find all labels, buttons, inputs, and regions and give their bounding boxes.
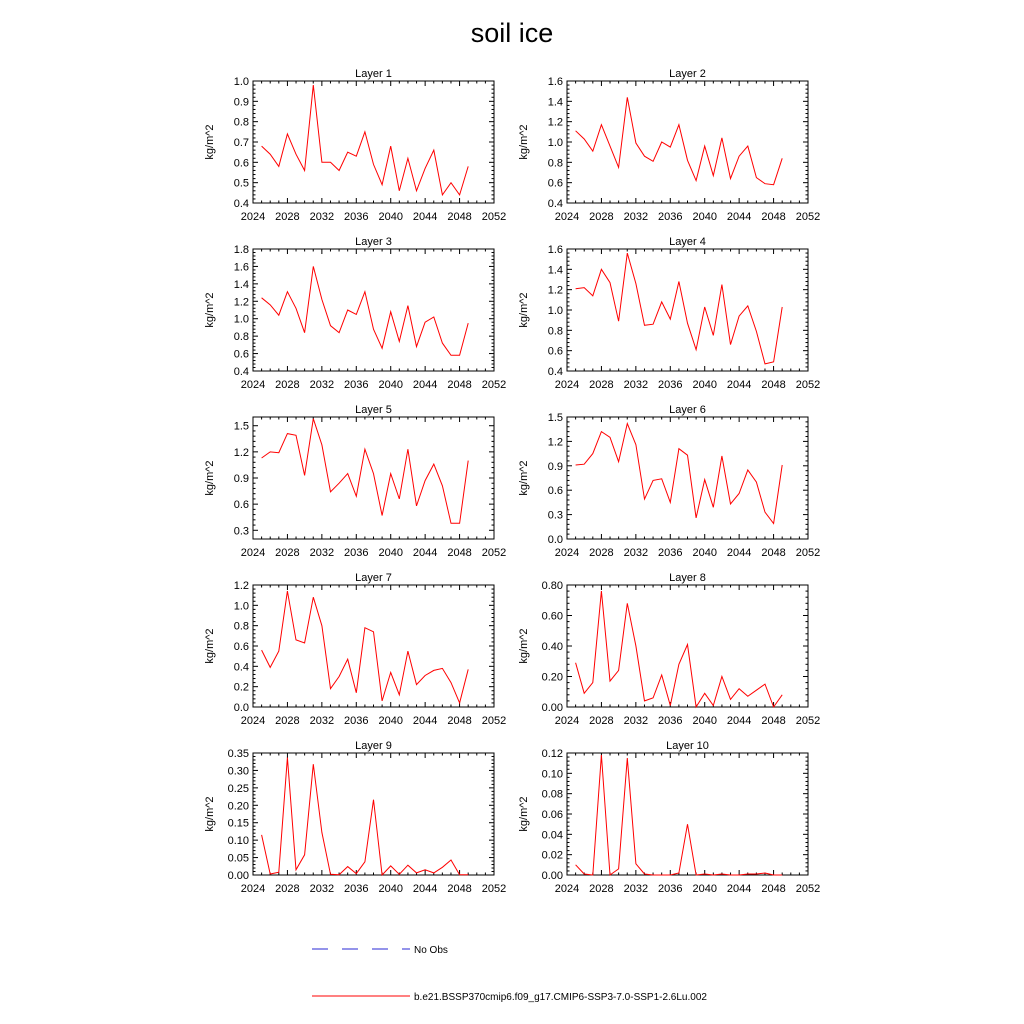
y-tick-label: 1.8 xyxy=(233,244,249,256)
x-tick-label: 2032 xyxy=(309,883,335,895)
x-tick-label: 2044 xyxy=(726,547,752,559)
x-tick-label: 2036 xyxy=(344,379,369,391)
y-tick-label: 1.2 xyxy=(547,436,563,449)
x-tick-label: 2048 xyxy=(761,211,786,223)
y-tick-label: 0.8 xyxy=(547,325,563,338)
y-tick-label: 0.9 xyxy=(233,473,249,485)
y-tick-label: 0.6 xyxy=(233,641,249,653)
y-tick-label: 0.3 xyxy=(233,525,249,538)
y-axis-label: kg/m^2 xyxy=(518,124,530,160)
x-tick-label: 2036 xyxy=(658,715,683,727)
panel-title: Layer 8 xyxy=(669,572,706,584)
y-tick-label: 0.00 xyxy=(541,702,563,714)
x-tick-label: 2024 xyxy=(554,547,580,559)
x-tick-label: 2032 xyxy=(623,547,649,559)
x-tick-label: 2036 xyxy=(658,211,683,223)
x-tick-label: 2036 xyxy=(344,715,369,727)
y-tick-label: 0.40 xyxy=(541,641,563,653)
x-tick-label: 2028 xyxy=(589,715,614,727)
panel-layer-6 xyxy=(518,404,820,559)
x-tick-label: 2032 xyxy=(623,379,649,391)
x-tick-label: 2036 xyxy=(658,379,683,391)
series-line xyxy=(262,758,469,876)
y-tick-label: 1.2 xyxy=(547,284,563,297)
y-axis-label: kg/m^2 xyxy=(204,460,216,496)
panel-title: Layer 5 xyxy=(355,404,392,416)
x-tick-label: 2024 xyxy=(240,883,266,895)
x-tick-label: 2052 xyxy=(481,547,507,559)
x-tick-label: 2048 xyxy=(761,715,786,727)
series-line xyxy=(262,85,469,195)
y-tick-label: 0.6 xyxy=(547,177,563,190)
y-axis-label: kg/m^2 xyxy=(518,292,530,328)
x-tick-label: 2032 xyxy=(623,715,649,727)
x-tick-label: 2048 xyxy=(761,883,786,895)
y-tick-label: 0.25 xyxy=(227,782,249,795)
x-tick-label: 2052 xyxy=(481,715,507,727)
x-tick-label: 2024 xyxy=(554,715,580,727)
x-tick-label: 2028 xyxy=(275,715,300,727)
x-tick-label: 2048 xyxy=(761,379,786,391)
panel-title: Layer 10 xyxy=(666,740,709,752)
y-tick-label: 0.02 xyxy=(541,849,563,862)
x-tick-label: 2048 xyxy=(761,547,786,559)
x-tick-label: 2048 xyxy=(447,547,472,559)
x-tick-label: 2024 xyxy=(554,883,580,895)
x-tick-label: 2032 xyxy=(309,547,335,559)
y-tick-label: 0.4 xyxy=(547,366,563,378)
y-tick-label: 0.6 xyxy=(233,348,249,361)
x-tick-label: 2024 xyxy=(240,715,266,727)
y-tick-label: 0.00 xyxy=(227,870,249,882)
y-tick-label: 0.5 xyxy=(233,177,249,190)
y-tick-label: 0.3 xyxy=(547,509,563,522)
y-axis-label: kg/m^2 xyxy=(518,628,530,664)
panel-layer-5 xyxy=(204,404,506,559)
x-tick-label: 2028 xyxy=(589,883,614,895)
x-tick-label: 2028 xyxy=(275,883,300,895)
y-tick-label: 1.4 xyxy=(547,264,563,277)
x-tick-label: 2040 xyxy=(692,547,717,559)
y-tick-label: 1.4 xyxy=(547,96,563,109)
x-tick-label: 2036 xyxy=(344,883,369,895)
y-tick-label: 1.2 xyxy=(233,580,249,592)
series-line xyxy=(576,424,783,524)
x-tick-label: 2048 xyxy=(447,883,472,895)
x-tick-label: 2044 xyxy=(726,715,752,727)
x-tick-label: 2028 xyxy=(275,211,300,223)
panel-layer-4 xyxy=(518,236,820,391)
x-tick-label: 2040 xyxy=(692,715,717,727)
x-tick-label: 2036 xyxy=(658,883,683,895)
y-tick-label: 0.7 xyxy=(233,137,249,149)
y-tick-label: 0.2 xyxy=(233,681,249,694)
panel-title: Layer 3 xyxy=(355,236,392,248)
y-tick-label: 1.6 xyxy=(547,244,563,256)
panel-layer-2 xyxy=(518,68,820,223)
x-tick-label: 2048 xyxy=(447,715,472,727)
series-line xyxy=(576,253,783,364)
x-tick-label: 2052 xyxy=(481,211,507,223)
y-tick-label: 0.4 xyxy=(233,198,249,210)
x-tick-label: 2040 xyxy=(692,211,717,223)
legend-obs-label: No Obs xyxy=(414,945,448,956)
y-tick-label: 0.4 xyxy=(233,661,249,674)
y-tick-label: 0.20 xyxy=(541,671,563,684)
y-tick-label: 0.15 xyxy=(227,817,249,830)
x-tick-label: 2052 xyxy=(795,547,821,559)
x-tick-label: 2040 xyxy=(692,379,717,391)
y-tick-label: 0.9 xyxy=(233,96,249,109)
y-tick-label: 1.5 xyxy=(547,412,563,424)
x-tick-label: 2028 xyxy=(589,379,614,391)
figure-title: soil ice xyxy=(470,18,554,48)
y-axis-label: kg/m^2 xyxy=(518,796,530,832)
x-tick-label: 2032 xyxy=(309,211,335,223)
panel-title: Layer 2 xyxy=(669,68,706,80)
y-axis-label: kg/m^2 xyxy=(518,460,530,496)
series-line xyxy=(576,755,783,875)
series-line xyxy=(262,419,469,524)
y-tick-label: 0.60 xyxy=(541,610,563,623)
plot-frame xyxy=(567,249,808,371)
x-tick-label: 2052 xyxy=(795,211,821,223)
x-tick-label: 2032 xyxy=(309,379,335,391)
x-tick-label: 2024 xyxy=(240,211,266,223)
y-tick-label: 0.4 xyxy=(233,366,249,378)
panel-title: Layer 6 xyxy=(669,404,706,416)
x-tick-label: 2044 xyxy=(412,715,438,727)
panel-title: Layer 9 xyxy=(355,740,392,752)
x-tick-label: 2040 xyxy=(378,883,403,895)
x-tick-label: 2052 xyxy=(795,715,821,727)
y-tick-label: 1.2 xyxy=(547,116,563,129)
x-tick-label: 2044 xyxy=(412,379,438,391)
y-tick-label: 0.8 xyxy=(547,157,563,170)
y-tick-label: 1.4 xyxy=(233,278,249,291)
plot-frame xyxy=(253,81,494,203)
y-tick-label: 0.00 xyxy=(541,870,563,882)
panel-grid xyxy=(204,68,820,895)
y-tick-label: 0.4 xyxy=(547,198,563,210)
x-tick-label: 2024 xyxy=(240,547,266,559)
y-tick-label: 0.35 xyxy=(227,748,249,760)
x-tick-label: 2048 xyxy=(447,211,472,223)
y-tick-label: 0.04 xyxy=(541,829,563,842)
y-axis-label: kg/m^2 xyxy=(204,292,216,328)
panel-layer-10 xyxy=(518,740,820,895)
y-tick-label: 0.10 xyxy=(541,768,563,781)
x-tick-label: 2024 xyxy=(240,379,266,391)
x-tick-label: 2036 xyxy=(344,211,369,223)
y-tick-label: 1.0 xyxy=(233,313,249,326)
x-tick-label: 2032 xyxy=(623,883,649,895)
y-tick-label: 0.8 xyxy=(233,116,249,129)
y-tick-label: 1.6 xyxy=(233,261,249,274)
y-tick-label: 1.0 xyxy=(233,76,249,88)
panel-title: Layer 7 xyxy=(355,572,392,584)
series-line xyxy=(576,591,783,707)
x-tick-label: 2040 xyxy=(378,379,403,391)
y-tick-label: 0.05 xyxy=(227,852,249,865)
x-tick-label: 2052 xyxy=(481,883,507,895)
x-tick-label: 2032 xyxy=(309,715,335,727)
y-axis-label: kg/m^2 xyxy=(204,796,216,832)
y-tick-label: 0.80 xyxy=(541,580,563,592)
panel-layer-9 xyxy=(204,740,506,895)
plot-frame xyxy=(253,753,494,875)
y-tick-label: 0.20 xyxy=(227,800,249,813)
x-tick-label: 2052 xyxy=(795,379,821,391)
series-line xyxy=(576,97,783,184)
x-tick-label: 2040 xyxy=(692,883,717,895)
y-tick-label: 0.08 xyxy=(541,788,563,801)
x-tick-label: 2052 xyxy=(481,379,507,391)
x-tick-label: 2044 xyxy=(412,547,438,559)
y-tick-label: 0.06 xyxy=(541,809,563,821)
panel-layer-7 xyxy=(204,572,506,727)
y-tick-label: 1.2 xyxy=(233,446,249,459)
y-tick-label: 1.6 xyxy=(547,76,563,88)
series-line xyxy=(262,266,469,355)
y-tick-label: 0.6 xyxy=(547,345,563,358)
y-tick-label: 0.10 xyxy=(227,835,249,848)
y-axis-label: kg/m^2 xyxy=(204,124,216,160)
x-tick-label: 2048 xyxy=(447,379,472,391)
x-tick-label: 2044 xyxy=(726,379,752,391)
y-tick-label: 0.8 xyxy=(233,331,249,344)
x-tick-label: 2024 xyxy=(554,379,580,391)
y-tick-label: 0.6 xyxy=(547,485,563,498)
y-tick-label: 0.6 xyxy=(233,499,249,512)
legend xyxy=(312,945,707,1003)
x-tick-label: 2032 xyxy=(623,211,649,223)
panel-title: Layer 1 xyxy=(355,68,392,80)
y-tick-label: 0.12 xyxy=(541,748,563,760)
x-tick-label: 2036 xyxy=(658,547,683,559)
x-tick-label: 2040 xyxy=(378,547,403,559)
plot-frame xyxy=(567,753,808,875)
x-tick-label: 2040 xyxy=(378,715,403,727)
x-tick-label: 2044 xyxy=(412,211,438,223)
x-tick-label: 2028 xyxy=(275,547,300,559)
x-tick-label: 2044 xyxy=(726,883,752,895)
x-tick-label: 2040 xyxy=(378,211,403,223)
plot-frame xyxy=(253,249,494,371)
y-tick-label: 1.0 xyxy=(547,305,563,317)
x-tick-label: 2028 xyxy=(275,379,300,391)
y-tick-label: 0.0 xyxy=(233,702,249,714)
panel-title: Layer 4 xyxy=(669,236,706,248)
x-tick-label: 2052 xyxy=(795,883,821,895)
y-tick-label: 1.0 xyxy=(233,600,249,613)
plot-frame xyxy=(253,417,494,539)
y-tick-label: 0.30 xyxy=(227,765,249,778)
y-tick-label: 1.2 xyxy=(233,296,249,309)
x-tick-label: 2036 xyxy=(344,547,369,559)
y-axis-label: kg/m^2 xyxy=(204,628,216,664)
y-tick-label: 0.0 xyxy=(547,534,563,546)
y-tick-label: 0.9 xyxy=(547,460,563,473)
y-tick-label: 1.0 xyxy=(547,137,563,149)
y-tick-label: 0.6 xyxy=(233,157,249,170)
x-tick-label: 2044 xyxy=(726,211,752,223)
panel-layer-3 xyxy=(204,236,506,391)
x-tick-label: 2028 xyxy=(589,547,614,559)
x-tick-label: 2028 xyxy=(589,211,614,223)
legend-model-label: b.e21.BSSP370cmip6.f09_g17.CMIP6-SSP3-7.0-SSP1-2.6Lu.002 xyxy=(414,992,707,1003)
panel-layer-8 xyxy=(518,572,820,727)
x-tick-label: 2044 xyxy=(412,883,438,895)
y-tick-label: 1.5 xyxy=(233,420,249,433)
panel-layer-1 xyxy=(204,68,506,223)
y-tick-label: 0.8 xyxy=(233,620,249,633)
x-tick-label: 2024 xyxy=(554,211,580,223)
series-line xyxy=(262,591,469,703)
